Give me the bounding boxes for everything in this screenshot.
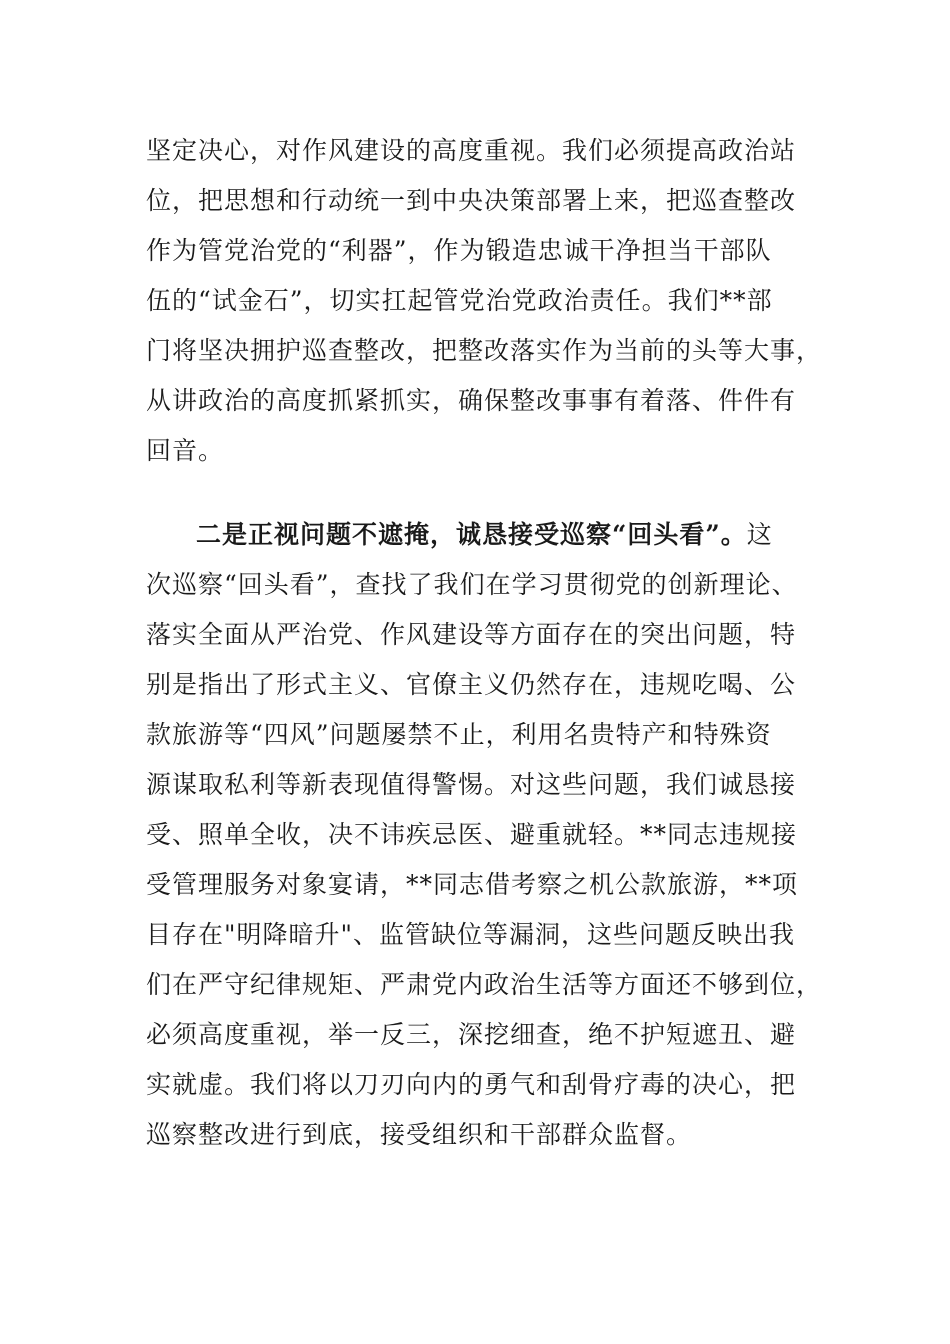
paragraph-2-line: 巡察整改进行到底，接受组织和干部群众监督。 bbox=[146, 1120, 693, 1149]
paragraph-1-line: 坚定决心，对作风建设的高度重视。我们必须提高政治站 bbox=[146, 136, 797, 165]
paragraph-2-first-line bbox=[196, 518, 773, 552]
paragraph-1-line: 回音。 bbox=[146, 436, 225, 465]
paragraph-2-line: 必须高度重视，举一反三，深挖细查，绝不护短遮丑、避 bbox=[146, 1020, 797, 1049]
paragraph-2-line: 源谋取私利等新表现值得警惕。对这些问题，我们诚恳接 bbox=[146, 770, 797, 799]
paragraph-1-line: 从讲政治的高度抓紧抓实，确保整改事事有着落、件件有 bbox=[146, 386, 797, 415]
paragraph-2-line: 实就虚。我们将以刀刃向内的勇气和刮骨疗毒的决心，把 bbox=[146, 1070, 797, 1099]
paragraph-2-line: 目存在"明降暗升"、监管缺位等漏洞，这些问题反映出我 bbox=[146, 920, 796, 949]
paragraph-1-line: 位，把思想和行动统一到中央决策部署上来，把巡查整改 bbox=[146, 186, 797, 215]
paragraph-2-line: 们在严守纪律规矩、严肃党内政治生活等方面还不够到位， bbox=[146, 970, 823, 999]
paragraph-1-line: 门将坚决拥护巡查整改，把整改落实作为当前的头等大事， bbox=[146, 336, 823, 365]
paragraph-2-first-line-tail: 这 bbox=[746, 520, 773, 549]
paragraph-2-line: 受、照单全收，决不讳疾忌医、避重就轻。**同志违规接 bbox=[146, 820, 798, 849]
paragraph-2-heading: 二是正视问题不遮掩，诚恳接受巡察“回头看”。 bbox=[196, 520, 747, 549]
paragraph-2-line: 次巡察“回头看”，查找了我们在学习贯彻党的创新理论、 bbox=[146, 570, 798, 599]
paragraph-2-line: 别是指出了形式主义、官僚主义仍然存在，违规吃喝、公 bbox=[146, 670, 797, 699]
paragraph-2-line: 受管理服务对象宴请，**同志借考察之机公款旅游，**项 bbox=[146, 870, 799, 899]
paragraph-1-line: 伍的“试金石”，切实扛起管党治党政治责任。我们**部 bbox=[146, 286, 773, 315]
paragraph-2-line: 款旅游等“四风”问题屡禁不止，利用名贵特产和特殊资 bbox=[146, 720, 772, 749]
paragraph-1-line: 作为管党治党的“利器”，作为锻造忠诚干净担当干部队 bbox=[146, 236, 772, 265]
paragraph-2-line: 落实全面从严治党、作风建设等方面存在的突出问题，特 bbox=[146, 620, 797, 649]
